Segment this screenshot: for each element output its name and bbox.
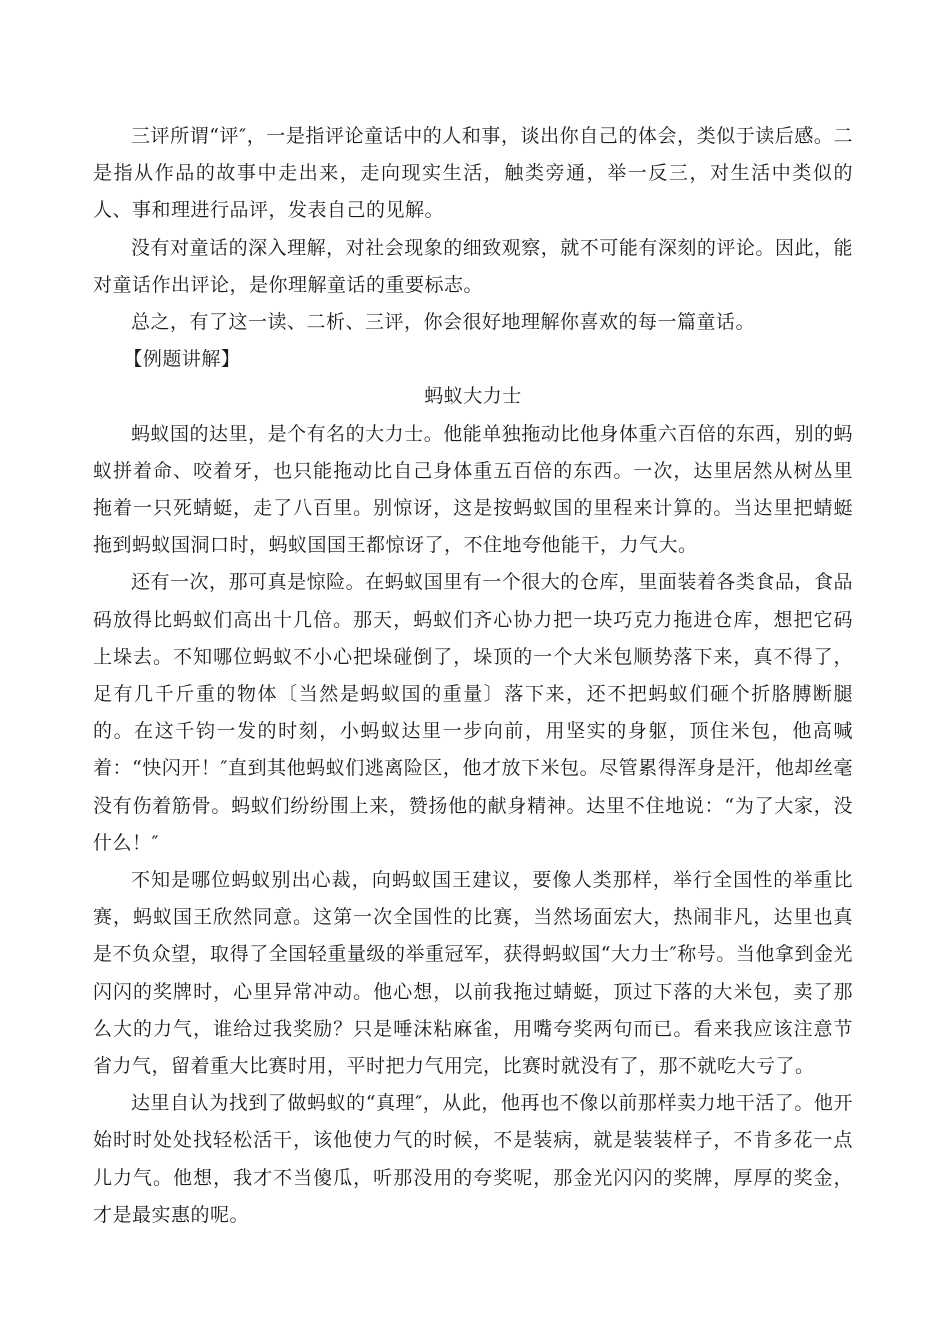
document-page [93, 118, 853, 1234]
intro-paragraph-1: 三评所谓“评″，一是指评论童话中的人和事，谈出你自己的体会，类似于读后感。二是指从作品的故事中走出来，走向现实生活，触类旁通，举一反三，对生活中类似的人、事和理进行品评，发表自己的见解。 [93, 125, 853, 222]
section-heading: 【例题讲解】 [123, 348, 241, 371]
intro-paragraph-2: 没有对童话的深入理解，对社会现象的细致观察，就不可能有深刻的评论。因此，能对童话作出评论，是你理解童话的重要标志。 [93, 236, 853, 296]
story-title: 蚂蚁大力士 [424, 385, 522, 408]
intro-paragraph-3: 总之，有了这一读、二析、三评，你会很好地理解你喜欢的每一篇童话。 [131, 311, 756, 334]
story-paragraph-3: 不知是哪位蚂蚁别出心裁，向蚂蚁国王建议，要像人类那样，举行全国性的举重比赛，蚂蚁国王欣然同意。这第一次全国性的比赛，当然场面宏大，热闹非凡，达里也真是不负众望，取得了全国轻重量级的举重冠军，获得蚂蚁国“大力士″称号。当他拿到金光闪闪的奖牌时，心里异常冲动。他心想，以前我拖过蜻蜓，顶过下落的大米包，卖了那么大的力气，谁给过我奖励？只是唾沫粘麻雀，用嘴夸奖两句而已。看来我应该注意节省力气，留着重大比赛时用，平时把力气用完，比赛时就没有了，那不就吃大亏了。 [93, 869, 853, 1078]
story-paragraph-2: 还有一次，那可真是惊险。在蚂蚁国里有一个很大的仓库，里面装着各类食品，食品码放得比蚂蚁们高出十几倍。那天，蚂蚁们齐心协力把一块巧克力拖进仓库，想把它码上垛去。不知哪位蚂蚁不小心把垛碰倒了，垛顶的一个大米包顺势落下来，真不得了，足有几千斤重的物体〔当然是蚂蚁国的重量〕落下来，还不把蚂蚁们砸个折胳膊断腿的。在这千钧一发的时刻，小蚂蚁达里一步向前，用坚实的身躯，顶住米包，他高喊着：“快闪开！″直到其他蚂蚁们逃离险区，他才放下米包。尽管累得浑身是汗，他却丝毫没有伤着筋骨。蚂蚁们纷纷围上来，赞扬他的献身精神。达里不住地说：“为了大家，没什么！″ [93, 571, 853, 854]
story-paragraph-1: 蚂蚁国的达里，是个有名的大力士。他能单独拖动比他身体重六百倍的东西，别的蚂蚁拼着命、咬着牙，也只能拖动比自己身体重五百倍的东西。一次，达里居然从树丛里拖着一只死蜻蜓，走了八百里。别惊讶，这是按蚂蚁国的里程来计算的。当达里把蜻蜓拖到蚂蚁国洞口时，蚂蚁国国王都惊讶了，不住地夸他能干，力气大。 [93, 422, 853, 557]
story-paragraph-4: 达里自认为找到了做蚂蚁的“真理″，从此，他再也不像以前那样卖力地干活了。他开始时时处处找轻松活干，该他使力气的时候，不是装病，就是装装样子，不肯多花一点儿力气。他想，我才不当傻瓜，听那没用的夸奖呢，那金光闪闪的奖牌，厚厚的奖金，才是最实惠的呢。 [93, 1092, 853, 1226]
